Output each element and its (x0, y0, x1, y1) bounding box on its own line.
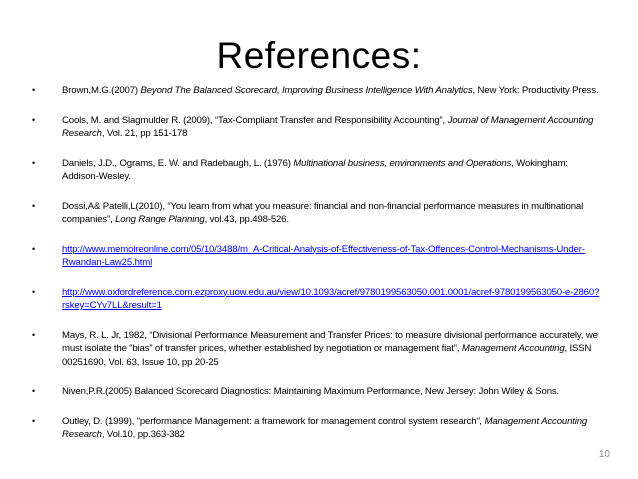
reference-italic-text: Management Accounting (461, 343, 565, 354)
reference-text: Cools, M. and Slagmulder R. (2009), “Tax-Compliant Transfer and Responsibility Accounting”, (62, 114, 448, 126)
reference-text: , Vol. 21, pp 151-178 (101, 128, 188, 139)
reference-item (32, 286, 602, 313)
reference-item (32, 200, 602, 227)
reference-italic-text: Beyond The Balanced Scorecard, Improving Business Intelligence With Analytics (140, 85, 473, 96)
reference-text: , Vol.10, pp.363-382 (101, 429, 185, 440)
references-list (32, 84, 602, 458)
reference-text: , ISSN 00251690, Vol. 63, Issue 10, pp 20-25 (62, 343, 592, 368)
bullet-icon: • (32, 114, 36, 125)
reference-item (32, 114, 602, 141)
reference-item (32, 415, 602, 442)
reference-text: Brown,M.G.(2007) (62, 85, 141, 96)
reference-item (32, 84, 602, 98)
bullet-icon: • (32, 415, 36, 426)
reference-link[interactable]: http://www.memoireonline.com/05/10/3488/m_A-Critical-Analysis-of-Effectiveness-of-Tax-Offences-Control-Mechanisms-Under-Rwandan-Law25.html (62, 243, 585, 268)
reference-item (32, 157, 602, 184)
reference-italic-text: ”, Management Accounting Research (62, 415, 588, 440)
bullet-icon: • (32, 157, 36, 168)
page-number: 10 (598, 449, 610, 460)
reference-text: Outley, D. (1999), “performance Management: a framework for management control system research (62, 415, 477, 427)
bullet-icon: • (32, 243, 36, 254)
reference-text: Daniels, J.D., Ograms, E. W. and Radebaugh, L. (1976) (62, 157, 294, 169)
reference-link[interactable]: http://www.oxfordreference.com.ezproxy.uow.edu.au/view/10.1093/acref/9780199563050.001.0001/acref-9780199563050-e-2860?rskey=CYv7LL&result=1 (62, 286, 600, 311)
reference-italic-text: Multinational business, environments and Operations (293, 157, 512, 169)
bullet-icon: • (32, 85, 36, 95)
reference-item (32, 385, 602, 399)
reference-text: , Wokingham: Addison-Wesley. (62, 157, 568, 182)
reference-text: Niven,P.R.(2005) Balanced Scorecard Diagnostics: Maintaining Maximum Performance, New Jersey: John Wiley & Sons. (62, 386, 560, 397)
reference-text: Dossi,A& Patelli,L(2010), “You learn from what you measure: financial and non-financial performance measures in multinational companies”, (62, 200, 584, 225)
reference-italic-text: Long Range Planning (115, 214, 205, 225)
bullet-icon: • (32, 329, 36, 340)
reference-item (32, 243, 602, 270)
reference-italic-text: Journal of Management Accounting Research (62, 114, 594, 139)
reference-text: Mays, R. L. Jr, 1982, “Divisional Performance Measurement and Transfer Prices: to measure divisional performance accurately, we must isolate the “bias” of transfer prices, whether established by negotiation or management fiat”, (62, 329, 598, 354)
reference-text: , vol.43, pp.498-526. (204, 214, 289, 225)
bullet-icon: • (32, 386, 36, 396)
bullet-icon: • (32, 286, 36, 297)
bullet-icon: • (32, 200, 36, 211)
reference-text: , New York: Productivity Press. (472, 85, 599, 96)
reference-item (32, 329, 602, 370)
slide-title: References: (216, 35, 422, 76)
